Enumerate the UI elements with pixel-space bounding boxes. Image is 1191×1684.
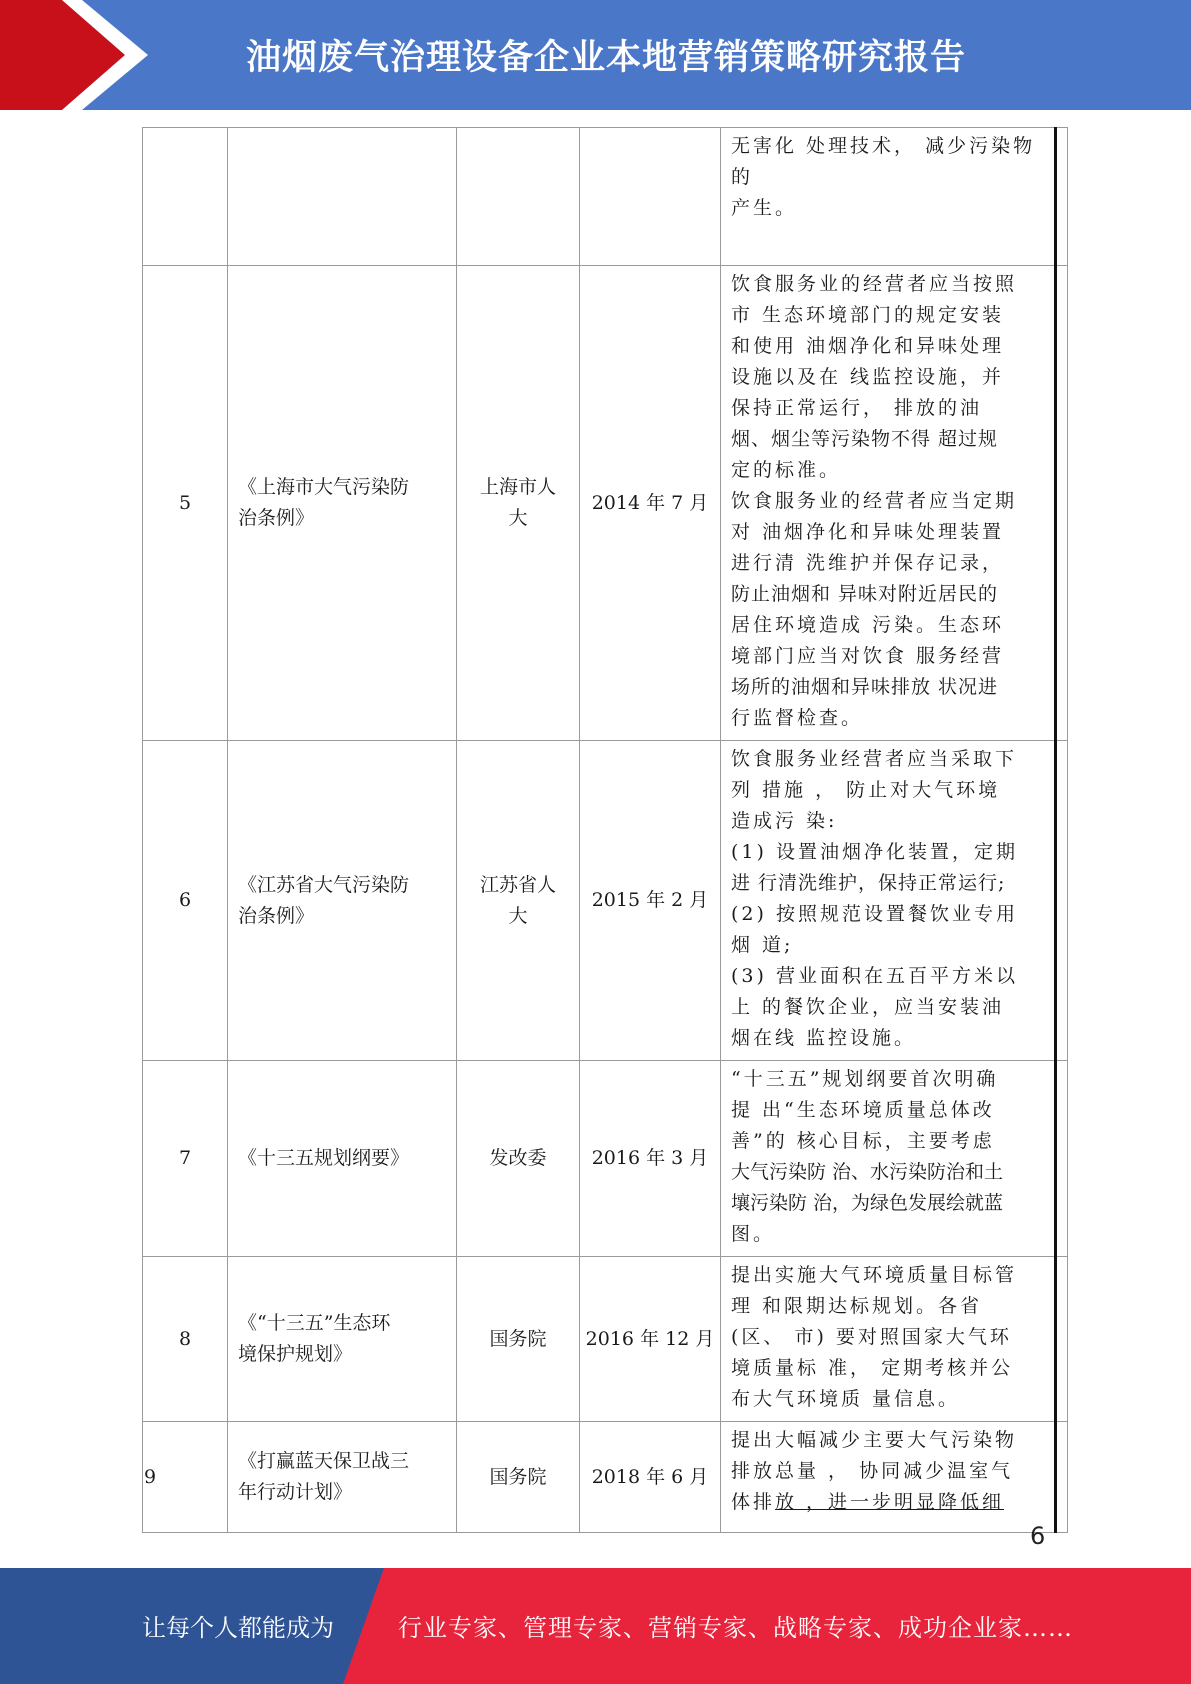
- row-number: 7: [143, 1061, 228, 1257]
- row-number: 8: [143, 1257, 228, 1422]
- footer-slogan-left: 让每个人都能成为: [142, 1614, 334, 1642]
- regulation-content: 提出实施大气环境质量目标管 理 和限期达标规划。各省 (区、 市) 要对照国家大气环 境质量标 准， 定期考核并公 布大气环境质 量信息。: [721, 1257, 1056, 1422]
- regulation-content: 无害化 处理技术， 减少污染物的 产生。: [721, 128, 1056, 266]
- issue-date: 2015 年 2 月: [580, 741, 721, 1061]
- report-title: 油烟废气治理设备企业本地营销策略研究报告: [246, 38, 967, 78]
- regulation-name: [228, 128, 457, 266]
- regulation-name: 《“十三五”生态环 境保护规划》: [228, 1257, 457, 1422]
- regulation-content: 饮食服务业的经营者应当按照 市 生态环境部门的规定安装 和使用 油烟净化和异味处理 设施以及在 线监控设施，并 保持正常运行， 排放的油 烟、烟尘等污染物不得 超过规 定的标准。 饮食服务业的经营者应当定期 对 油烟净化和异味处理装置 进行清 洗维护并保存记录， 防止油烟和 异味对附近居民的 居住环境造成 污染。生态环 境部门应当对饮食 服务经营 场所的油烟和异味排放 状况进 行监督检查。: [721, 266, 1056, 741]
- table-row: [143, 266, 1068, 741]
- issuing-body: 国务院: [457, 1257, 580, 1422]
- page-number: 6: [1030, 1522, 1046, 1550]
- issue-date: 2016 年 12 月: [580, 1257, 721, 1422]
- regulation-content: 饮食服务业经营者应当采取下 列 措施 ， 防止对大气环境 造成污 染: (1) 设置油烟净化装置，定期 进 行清洗维护，保持正常运行; (2) 按照规范设置餐饮业专用 烟 道; (3) 营业面积在五百平方米以 上 的餐饮企业，应当安装油 烟在线 监控设施。: [721, 741, 1056, 1061]
- regulation-name: 《江苏省大气污染防 治条例》: [228, 741, 457, 1061]
- issuing-body: 发改委: [457, 1061, 580, 1257]
- row-number: [143, 128, 228, 266]
- table-row: [143, 1257, 1068, 1422]
- table-row: [143, 1061, 1068, 1257]
- table-row: [143, 128, 1068, 266]
- issuing-body: [457, 128, 580, 266]
- regulation-content: “十三五”规划纲要首次明确 提 出“生态环境质量总体改 善”的 核心目标，主要考虑 大气污染防 治、水污染防治和土 壤污染防 治，为绿色发展绘就蓝 图。: [721, 1061, 1056, 1257]
- regulation-name: 《十三五规划纲要》: [228, 1061, 457, 1257]
- table-row: [143, 1422, 1068, 1533]
- table-row: [143, 741, 1068, 1061]
- issue-date: 2018 年 6 月: [580, 1422, 721, 1533]
- issue-date: 2016 年 3 月: [580, 1061, 721, 1257]
- page-header: [0, 0, 1191, 110]
- footer-slogan-right: 行业专家、管理专家、营销专家、战略专家、成功企业家……: [398, 1614, 1073, 1642]
- row-number: 6: [143, 741, 228, 1061]
- issue-date: 2014 年 7 月: [580, 266, 721, 741]
- page-footer: [0, 1568, 1191, 1684]
- row-number: 5: [143, 266, 228, 741]
- row-number: 9: [143, 1422, 228, 1533]
- issuing-body: 国务院: [457, 1422, 580, 1533]
- policy-table: [142, 127, 1068, 1533]
- issue-date: [580, 128, 721, 266]
- regulation-name: 《打赢蓝天保卫战三 年行动计划》: [228, 1422, 457, 1533]
- issuing-body: 江苏省人 大: [457, 741, 580, 1061]
- issuing-body: 上海市人 大: [457, 266, 580, 741]
- regulation-content: 提出大幅减少主要大气污染物 排放总量 ， 协同减少温室气 体排放 ，进一步明显降低细: [721, 1422, 1056, 1533]
- regulation-name: 《上海市大气污染防 治条例》: [228, 266, 457, 741]
